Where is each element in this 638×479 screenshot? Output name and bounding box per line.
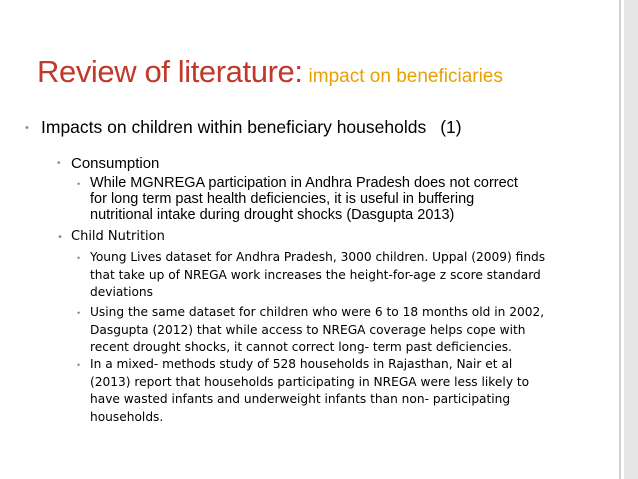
point-line: recent drought shocks, it cannot correct long- term past deficiencies. [90, 340, 512, 354]
point-line: While MGNREGA participation in Andhra Pradesh does not correct [90, 175, 518, 191]
nutrition-heading: Child Nutrition [71, 229, 165, 244]
bullet-icon: • [77, 308, 81, 318]
title-main: Review of literature: [37, 54, 303, 89]
point-line: Dasgupta (2012) that while access to NREGA coverage helps cope with [90, 322, 526, 337]
point-line: that take up of NREGA work increases the height-for-age z score standard [90, 267, 541, 282]
nutrition-point-1 [90, 249, 545, 302]
bullet-icon: • [77, 179, 81, 189]
level1-number: (1) [440, 117, 462, 137]
point-line: nutritional intake during drought shocks (Dasgupta 2013) [90, 207, 455, 223]
title-subtitle: impact on beneficiaries [308, 66, 503, 87]
point-line: for long term past health deficiencies, it is useful in buffering [90, 191, 475, 207]
point-line: households. [90, 409, 164, 424]
nutrition-point-3 [90, 356, 529, 426]
consumption-heading-row [57, 155, 159, 172]
nutrition-point-2 [90, 304, 544, 357]
level1-bullet [25, 117, 462, 138]
bullet-icon: • [77, 253, 81, 263]
sidebar-divider [619, 0, 621, 479]
consumption-heading: Consumption [71, 155, 160, 172]
level1-text: Impacts on children within beneficiary households [41, 117, 427, 137]
consumption-point [90, 175, 518, 223]
bullet-icon: • [25, 122, 29, 134]
point-line: Using the same dataset for children who were 6 to 18 months old in 2002, [90, 305, 545, 319]
point-line: have wasted infants and underweight infants than non- participating [90, 392, 511, 406]
bullet-icon: • [57, 158, 61, 169]
point-line: (2013) report that households participating in NREGA were less likely to [90, 374, 530, 389]
nutrition-heading-row [57, 229, 165, 244]
bullet-icon: • [57, 232, 63, 243]
point-line: In a mixed- methods study of 528 households in Rajasthan, Nair et al [90, 357, 513, 371]
point-line: Young Lives dataset for Andhra Pradesh, 3000 children. Uppal (2009) finds [90, 250, 546, 264]
slide-title [37, 54, 503, 93]
point-line: deviations [90, 285, 153, 299]
slide-side-bar [624, 0, 638, 479]
bullet-icon: • [77, 360, 81, 370]
